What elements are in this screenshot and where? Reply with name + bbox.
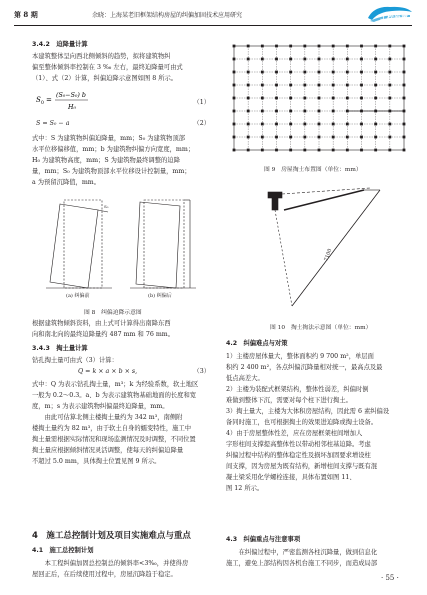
column-marker [247, 97, 250, 100]
column-marker [332, 58, 335, 61]
column-marker [261, 149, 264, 152]
column-marker [275, 71, 278, 74]
paragraph-line: 本工程纠偏加固总控制总的倾斜率<3‰，并使得房 [32, 560, 189, 567]
paragraph-line: 本建筑整体呈向西北侧倾斜的趋势，拟将建筑物纠 [32, 53, 171, 60]
column-marker [289, 136, 292, 139]
column-marker [403, 97, 406, 100]
column-marker [403, 84, 406, 87]
paragraph-line: 根据建筑物倾斜资料，由上式可计算得出南降东西 [32, 320, 171, 327]
column-marker [374, 84, 377, 87]
paragraph-line: 字形柱间支撑提高整体性以带动相邻柱基迫降。考虑 [226, 441, 371, 448]
column-marker [360, 58, 363, 61]
svg-text:(S₀−S₀) b: (S₀−S₀) b [56, 92, 86, 99]
column-marker [289, 110, 292, 113]
column-marker [318, 110, 321, 113]
column-marker [388, 123, 391, 126]
column-marker [303, 136, 306, 139]
column-marker [346, 71, 349, 74]
column-marker [261, 71, 264, 74]
svg-text:工程质量: 工程质量 [380, 13, 408, 21]
paragraph-line: 凝土梁采用化学螺栓连接，具体布置如图 11、 [226, 474, 356, 481]
figure-9 [226, 38, 412, 158]
column-marker [303, 97, 306, 100]
figure-8a-label: (a) 纠偏前 [66, 293, 90, 299]
paragraph-line: 2）主楼为装配式框架结构，整体性弱差，纠偏时倒 [226, 386, 369, 393]
column-marker [360, 84, 363, 87]
column-marker [247, 149, 250, 152]
column-marker [388, 97, 391, 100]
column-marker [289, 58, 292, 61]
column-marker [289, 149, 292, 152]
column-marker [360, 45, 363, 48]
column-marker [289, 45, 292, 48]
paragraph-line: a 为预留沉降值，mm。 [32, 179, 101, 186]
equation-2-text: S = S₀ − a [36, 120, 70, 127]
section-4-2-heading: 4.2 纠偏难点与对策 [226, 340, 288, 347]
equation-2-number: （2） [193, 120, 210, 127]
column-marker [233, 123, 236, 126]
column-marker [233, 45, 236, 48]
column-marker [261, 110, 264, 113]
paragraph-line: 钻孔掏土量可由式（3）计算： [32, 357, 118, 364]
column-marker [318, 123, 321, 126]
section-3-4-3-heading: 3.4.3 掏土量计算 [32, 345, 88, 352]
equation-1-number: （1） [193, 99, 210, 106]
paragraph-line: 3）掏土量大，主楼为大体积房屋结构，因此需 6 素纠偏设 [226, 408, 390, 415]
column-marker [275, 136, 278, 139]
column-marker [388, 84, 391, 87]
column-marker [360, 136, 363, 139]
column-marker [233, 84, 236, 87]
paragraph-line: 式中：Q 为表示钻孔掏土量，m³；k 为经验系数，软土地区 [32, 381, 199, 388]
column-marker [332, 71, 335, 74]
figure-10-dimension: 7100 [323, 247, 334, 263]
svg-text:H₀: H₀ [68, 104, 77, 111]
column-marker [346, 149, 349, 152]
equation-3 [32, 368, 210, 378]
column-marker [247, 58, 250, 61]
column-marker [360, 71, 363, 74]
figure-8a-building [46, 200, 112, 288]
column-marker [332, 136, 335, 139]
column-marker [346, 45, 349, 48]
column-marker [247, 123, 250, 126]
column-marker [233, 149, 236, 152]
svg-text:=: = [46, 96, 52, 104]
paragraph-line: 向和南北向的最终迫降量约 487 mm 和 76 mm。 [32, 331, 175, 338]
column-marker [318, 136, 321, 139]
column-marker [332, 110, 335, 113]
column-marker [346, 97, 349, 100]
column-marker [275, 149, 278, 152]
column-marker [318, 149, 321, 152]
paragraph-line: 在纠偏过程中，严密监测各柱沉降量，做到信息化 [226, 549, 378, 556]
column-marker [388, 71, 391, 74]
column-marker [275, 45, 278, 48]
column-marker [318, 45, 321, 48]
svg-text:0: 0 [41, 101, 44, 106]
column-marker [275, 123, 278, 126]
column-marker [374, 58, 377, 61]
column-marker [360, 123, 363, 126]
column-marker [289, 123, 292, 126]
figure-10-caption: 图 10 掏土掏法示意图（单位：mm） [270, 325, 372, 331]
column-marker [261, 123, 264, 126]
column-marker [318, 97, 321, 100]
column-marker [403, 136, 406, 139]
column-marker [261, 84, 264, 87]
column-marker [303, 58, 306, 61]
column-marker [374, 136, 377, 139]
column-marker [275, 84, 278, 87]
column-marker [346, 123, 349, 126]
column-marker [233, 71, 236, 74]
column-marker [388, 45, 391, 48]
equation-2 [32, 120, 210, 132]
column-marker [318, 84, 321, 87]
column-marker [332, 149, 335, 152]
paragraph-line: 由此可估算北侧主楼掏土量约为 342 m³，南侧附 [32, 414, 183, 421]
column-marker [275, 58, 278, 61]
column-marker [374, 123, 377, 126]
column-marker [261, 136, 264, 139]
column-marker [261, 97, 264, 100]
column-marker [374, 45, 377, 48]
figure-8-caption: 图 8 纠偏迫降示意图 [84, 310, 142, 316]
paragraph-line: 间支撑，因为房屋为既有结构，新增柱间支撑与既有混 [226, 463, 378, 470]
column-marker [289, 84, 292, 87]
figure-8 [40, 192, 210, 302]
column-marker [360, 149, 363, 152]
figure-8b-label: (b) 纠偏后 [148, 293, 172, 299]
column-marker [332, 97, 335, 100]
column-marker [374, 97, 377, 100]
column-marker [247, 110, 250, 113]
page-number: · 55 · [381, 574, 399, 582]
column-marker [247, 84, 250, 87]
section-3-4-2-heading: 3.4.2 迫降量计算 [32, 41, 88, 48]
column-marker [346, 84, 349, 87]
svg-text:S: S [36, 96, 41, 104]
column-marker [318, 58, 321, 61]
paragraph-line: H₀ 为建筑物高度，mm；S 为建筑物最终调整的迫降 [32, 157, 180, 164]
paragraph-line: 屋回正后，在后续使用过程中，房屋沉降趋于稳定。 [32, 571, 177, 578]
equation-3-text: Q = k × a × b × s, [78, 368, 138, 375]
column-marker [346, 58, 349, 61]
column-marker [388, 136, 391, 139]
paragraph-line: 掏土量需根据实际情况和现场监测情况及时调整，不同位置 [32, 436, 196, 443]
column-marker [303, 84, 306, 87]
paragraph-line: 量，mm；S₀ 为建筑物顶部水平位移设计控制量，mm； [32, 168, 191, 175]
section-4-1-heading: 4.1 施工总控制计划 [32, 547, 94, 554]
column-marker [403, 71, 406, 74]
paragraph-line: 积约 2 400 m²，各点纠偏沉降量相对统一，最高点及最 [226, 364, 383, 371]
paragraph-line: 水平位移偏移值，mm；b 为建筑物纠偏方向宽度，mm； [32, 146, 195, 153]
column-marker [332, 84, 335, 87]
paragraph-line: 4）由于房屋整体性差，应在房屋框架柱间增加人 [226, 430, 363, 437]
paragraph-line: 低点高差大。 [226, 375, 264, 382]
paragraph-line: （1）、式（2）计算，纠偏迫降示意图如图 8 所示。 [32, 75, 178, 82]
column-marker [403, 123, 406, 126]
paragraph-line: 一般为 0.2～0.3。a、b 为表示建筑物基础地面的长度和宽 [32, 392, 197, 399]
column-marker [233, 58, 236, 61]
column-marker [360, 97, 363, 100]
column-marker [332, 123, 335, 126]
svg-text:S₀: S₀ [104, 204, 109, 209]
header-rule [14, 25, 412, 26]
column-marker [275, 110, 278, 113]
column-marker [374, 71, 377, 74]
section-4-heading: 4 施工总控制计划及项目实施难点与重点 [32, 531, 191, 541]
column-marker [247, 136, 250, 139]
paragraph-line: 度，m；s 为表示建筑物纠偏最终迫降量，mm。 [32, 403, 169, 410]
column-marker [261, 45, 264, 48]
paragraph-line: 掏土量应根据倾斜情况灵活调整，使每天的纠偏迫降量 [32, 447, 184, 454]
column-marker [247, 71, 250, 74]
paragraph-line: 图 12 所示。 [226, 485, 264, 492]
column-marker [374, 149, 377, 152]
header-running-title: 余晓：上海某老旧框架结构房屋的纠偏加固技术应用研究 [92, 12, 243, 19]
paragraph-line: 备同时施工，也可根据掏土的效果进迫降或掏土设备。 [226, 419, 378, 426]
column-marker [289, 97, 292, 100]
column-marker [332, 45, 335, 48]
column-marker [275, 97, 278, 100]
column-marker [303, 71, 306, 74]
column-marker [403, 58, 406, 61]
figure-8b-building [130, 200, 196, 288]
equation-1 [32, 87, 210, 117]
section-4-3-heading: 4.3 纠偏重点与注意事项 [226, 536, 301, 543]
column-marker [247, 45, 250, 48]
column-marker [233, 136, 236, 139]
journal-logo [366, 4, 414, 24]
column-marker [303, 123, 306, 126]
column-marker [303, 45, 306, 48]
paragraph-line: 楼掏土量约为 82 m³，由于软土自身的蠕变特性，施工中 [32, 425, 192, 432]
figure-10 [262, 182, 392, 310]
paragraph-line: 1）主楼房屋体量大，整体面积约 9 700 m²，单层面 [226, 353, 374, 360]
column-marker [289, 71, 292, 74]
column-marker [233, 110, 236, 113]
paragraph-line: 施工，避免上部结构因各机台施工不同步，而造成局部 [226, 560, 378, 567]
column-marker [403, 45, 406, 48]
paragraph-line: 纠偏过程中结构的整体稳定性及损坏加固要求增设柱 [226, 452, 371, 459]
column-marker [388, 149, 391, 152]
column-marker [233, 97, 236, 100]
column-marker [388, 58, 391, 61]
equation-3-number: （3） [193, 368, 210, 375]
figure-9-caption: 图 9 房屋掏土布置图（单位：mm） [264, 167, 362, 173]
paragraph-line: 难做到整体下沉，需要对每个柱下进行掏土。 [226, 397, 352, 404]
column-marker [303, 110, 306, 113]
header-issue: 第 8 期 [14, 10, 38, 19]
column-marker [303, 149, 306, 152]
column-marker [346, 136, 349, 139]
column-marker [318, 71, 321, 74]
paragraph-line: 不超过 5.0 mm，具体掏土位置见图 9 所示。 [32, 458, 161, 465]
paragraph-line: 偏至整体倾斜率控制在 3 ‰ 左右，最终迫降量可由式 [32, 64, 183, 71]
paragraph-line: 式中：S 为建筑物纠偏迫降量，mm；S₀ 为建筑物顶部 [32, 135, 186, 142]
column-marker [403, 149, 406, 152]
column-marker [261, 58, 264, 61]
